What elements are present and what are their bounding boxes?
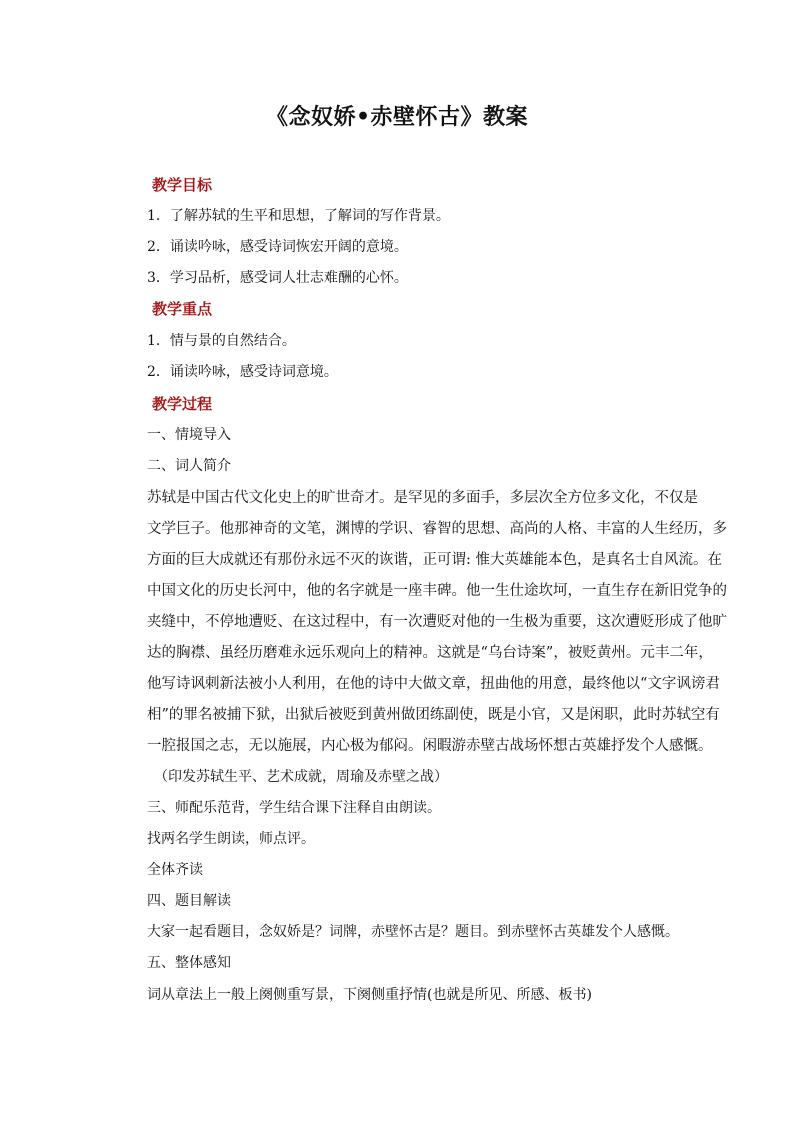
process-step-5: 五、整体感知 <box>147 955 231 971</box>
bio-paragraph-line: 方面的巨大成就还有那份永远不灭的诙谐，正可谓: 惟大英雄能本色，是真名士自风流。在 <box>147 552 722 568</box>
step3-detail-2: 全体齐读 <box>147 862 203 878</box>
process-step-1: 一、情境导入 <box>147 427 231 443</box>
goal-item-2: 2．诵读吟咏，感受诗词恢宏开阔的意境。 <box>147 239 408 255</box>
process-step-3: 三、师配乐范背，学生结合课下注释自由朗读。 <box>147 800 441 816</box>
document-title: 《念奴娇•赤壁怀古》教案 <box>265 104 529 130</box>
step3-detail-1: 找两名学生朗读，师点评。 <box>147 831 315 847</box>
bio-paragraph-line: 中国文化的历史长河中，他的名字就是一座丰碑。他一生仕途坎坷，一直生存在新旧党争的 <box>147 583 727 599</box>
step4-detail: 大家一起看题目，念奴娇是？词牌，赤壁怀古是？题目。到赤壁怀古英雄发个人感慨。 <box>147 924 679 940</box>
bio-paragraph-line: 文学巨子。他那神奇的文笔，渊博的学识、睿智的思想、高尚的人格、丰富的人生经历，多 <box>147 521 727 537</box>
bio-paragraph-line: 他写诗讽刺新法被小人利用，在他的诗中大做文章，扭曲他的用意，最终他以“文字讽谤君 <box>147 676 720 692</box>
section-heading-goals: 教学目标 <box>152 176 213 194</box>
handout-note: （印发苏轼生平、艺术成就，周瑜及赤壁之战） <box>154 769 448 785</box>
goal-item-3: 3．学习品析，感受词人壮志难酬的心怀。 <box>147 270 408 286</box>
process-step-4: 四、题目解读 <box>147 893 231 909</box>
focus-item-1: 1．情与景的自然结合。 <box>147 333 296 349</box>
bio-paragraph-line: 苏轼是中国古代文化史上的旷世奇才。是罕见的多面手，多层次全方位多文化，不仅是 <box>147 490 698 506</box>
goal-item-1: 1．了解苏轼的生平和思想，了解词的写作背景。 <box>147 208 450 224</box>
section-heading-focus: 教学重点 <box>152 300 213 318</box>
section-heading-process: 教学过程 <box>152 395 213 413</box>
focus-item-2: 2．诵读吟咏，感受诗词意境。 <box>147 364 338 380</box>
bio-paragraph-line: 相”的罪名被捕下狱，出狱后被贬到黄州做团练副使，既是小官，又是闲职，此时苏轼空有 <box>147 707 720 723</box>
process-step-2: 二、词人简介 <box>147 458 231 474</box>
bio-paragraph-line: 一腔报国之志，无以施展，内心极为郁闷。闲暇游赤壁古战场怀想古英雄抒发个人感慨。 <box>147 738 713 754</box>
step5-detail: 词从章法上一般上阕侧重写景，下阕侧重抒情(也就是所见、所感、板书) <box>147 987 592 1003</box>
bio-paragraph-line: 达的胸襟、虽经历磨难永远乐观向上的精神。这就是“乌台诗案”，被贬黄州。元丰二年， <box>147 645 713 661</box>
bio-paragraph-line: 夹缝中，不停地遭贬、在这过程中，有一次遭贬对他的一生极为重要，这次遭贬形成了他旷 <box>147 614 727 630</box>
